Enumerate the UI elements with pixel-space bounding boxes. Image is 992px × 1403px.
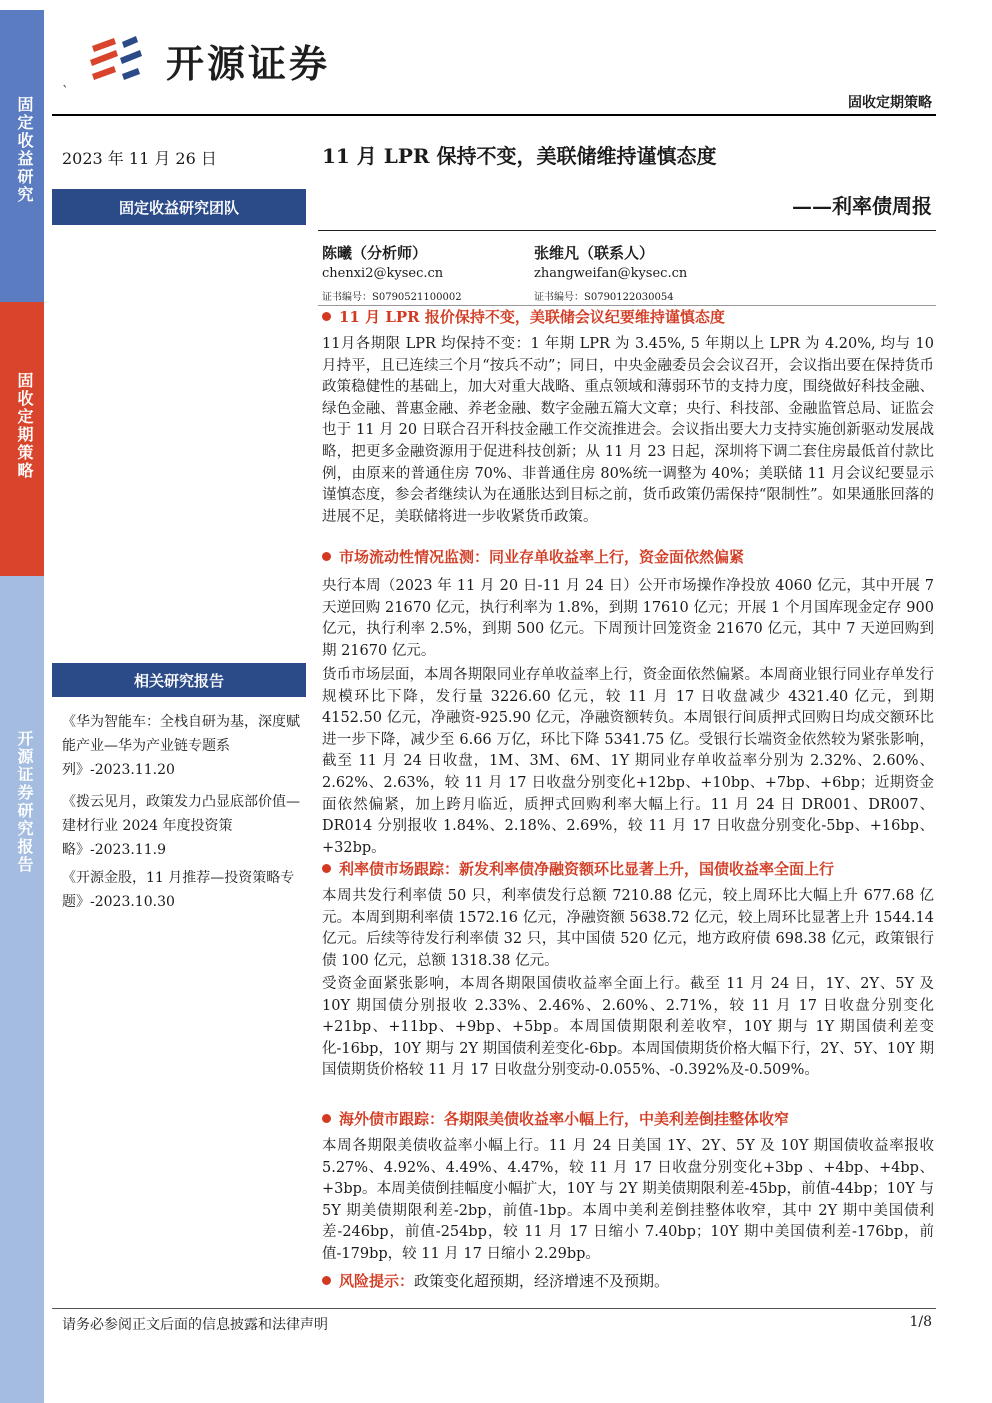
section-heading-text: 利率债市场跟踪：新发利率债净融资额环比显著上升，国债收益率全面上行	[339, 860, 835, 878]
risk-label: 风险提示：	[339, 1272, 415, 1290]
bullet-icon	[322, 864, 331, 873]
section-heading	[322, 306, 725, 327]
sidebar-bottom-band	[0, 576, 44, 1403]
author-name: 张维凡（联系人）	[534, 244, 655, 262]
author-email[interactable]: zhangweifan@kysec.cn	[534, 266, 688, 281]
report-subtitle: ——利率债周报	[792, 194, 932, 218]
bullet-icon	[322, 312, 331, 321]
company-name: 开源证券	[166, 41, 331, 86]
sidebar-label-top: 固定收益研究	[15, 96, 34, 204]
report-title: 11 月 LPR 保持不变，美联储维持谨慎态度	[322, 144, 717, 168]
section-heading	[322, 546, 744, 567]
sidebar-label-bottom: 开源证券研究报告	[15, 730, 34, 874]
bullet-icon	[322, 1114, 331, 1123]
author-name: 陈曦（分析师）	[322, 244, 428, 262]
section-heading-text: 11 月 LPR 报价保持不变，美联储会议纪要维持谨慎态度	[339, 308, 725, 326]
header-mark: `	[62, 84, 69, 100]
risk-warning	[322, 1270, 669, 1291]
section-heading	[322, 858, 834, 879]
section-paragraph: 货币市场层面，本周各期限同业存单收益率上行，资金面依然偏紧。本周商业银行同业存单发行规模环比下降，发行量 3226.60 亿元，较 11 月 17 日收盘减少 4321.40 亿元，到期 4152.50 亿元，净融资-925.90 亿元，净融资额转负。本周银行间质押式回购日均成交额环比进一步下降，减少至 6.66 万亿，环比下降 5341.75 亿。受银行长端资金依然较为紧张影响，截至 11 月 24 日收盘，1M、3M、6M、1Y 期同业存单收益率分别为 2.32%、2.60%、2.62%、2.63%，较 11 月 17 日收盘分别变化+12bp、+10bp、+7bp、+6bp；近期资金面依然偏紧，加上跨月临近，质押式回购利率大幅上行。11 月 24 日 DR001、DR007、DR014 分别报收 1.84%、2.18%、2.69%，较 11 月 17 日收盘分别变化-5bp、+16bp、+32bp。	[322, 667, 934, 856]
author-cert: 证书编号：S0790122030054	[534, 292, 674, 303]
bullet-icon	[322, 552, 331, 561]
section-heading	[322, 1108, 789, 1129]
team-banner: 固定收益研究团队	[52, 189, 306, 225]
section-paragraph: 央行本周（2023 年 11 月 20 日-11 月 24 日）公开市场操作净投放 4060 亿元，其中开展 7 天逆回购 21670 亿元，执行利率为 1.8%，到期 17610 亿元；开展 1 个月国库现金定存 900 亿元，执行利率 2.5%，到期 500 亿元。下周预计回笼资金 21670 亿元，其中 7 天逆回购到期 21670 亿元。	[322, 578, 934, 659]
header-divider	[52, 114, 936, 116]
report-category: 固收定期策略	[848, 95, 932, 111]
section-paragraph: 11月各期限 LPR 均保持不变：1 年期 LPR 为 3.45%, 5 年期以上 LPR 为 4.20%, 均与 10 月持平，且已连续三个月“按兵不动”；同日，中央金融委员会会议召开，会议指出要在保持货币政策稳健性的基础上，加大对重大战略、重点领域和薄弱环节的支持力度，围绕做好科技金融、绿色金融、普惠金融、养老金融、数字金融五篇大文章；央行、科技部、金融监管总局、证监会也于 11 月 20 日联合召开科技金融工作交流推进会。会议指出要大力支持实施创新驱动发展战略，把更多金融资源用于促进科技创新；从 11 月 23 日起，深圳将下调二套住房最低首付款比例，由原来的普通住房 70%、非普通住房 80%统一调整为 40%；美联储 11 月会议纪要显示谨慎态度，参会者继续认为在通胀达到目标之前，货币政策仍需保持“限制性”。如果通胀回落的进展不足，美联储将进一步收紧货币政策。	[322, 336, 934, 525]
author-cert: 证书编号：S0790521100002	[322, 292, 462, 303]
author-email[interactable]: chenxi2@kysec.cn	[322, 266, 444, 281]
footer-divider	[52, 1308, 936, 1309]
report-date: 2023 年 11 月 26 日	[62, 149, 217, 168]
footer-disclaimer: 请务必参阅正文后面的信息披露和法律声明	[62, 1317, 328, 1333]
related-report-link[interactable]: 《开源金股，11 月推荐—投资策略专题》-2023.10.30	[62, 870, 295, 910]
logo-mark-icon	[86, 32, 160, 88]
bullet-icon	[322, 1276, 331, 1285]
page-number: 1/8	[909, 1314, 932, 1330]
related-report-link[interactable]: 《华为智能车：全栈自研为基，深度赋能产业—华为产业链专题系列》-2023.11.20	[62, 714, 300, 778]
title-divider	[318, 230, 936, 231]
author-block	[534, 242, 687, 303]
section-heading-text: 海外债市跟踪：各期限美债收益率小幅上行，中美利差倒挂整体收窄	[339, 1110, 790, 1128]
related-report-link[interactable]: 《拨云见月，政策发力凸显底部价值—建材行业 2024 年度投资策略》-2023.11.9	[62, 794, 300, 858]
author-block	[322, 242, 462, 303]
section-heading-text: 市场流动性情况监测：同业存单收益率上行，资金面依然偏紧	[339, 548, 745, 566]
section-paragraph: 本周共发行利率债 50 只，利率债发行总额 7210.88 亿元，较上周环比大幅上升 677.68 亿元。本周到期利率债 1572.16 亿元，净融资额 5638.72 亿元，较上周环比显著上升 1544.14 亿元。后续等待发行利率债 32 只，其中国债 520 亿元，地方政府债 698.38 亿元，政策银行债 100 亿元，总额 1318.38 亿元。	[322, 888, 934, 969]
sidebar-label-middle: 固收定期策略	[15, 372, 34, 480]
section-paragraph: 本周各期限美债收益率小幅上行。11 月 24 日美国 1Y、2Y、5Y 及 10Y 期国债收益率报收 5.27%、4.92%、4.49%、4.47%，较 11 月 17 日收盘分别变化+3bp 、+4bp、+4bp、+3bp。本周美债倒挂幅度小幅扩大，10Y 与 2Y 期美债期限利差-45bp，前值-44bp；10Y 与 5Y 期美债期限利差-2bp，前值-1bp。本周中美利差倒挂整体收窄，其中 2Y 期中美国债利差-246bp，前值-254bp，较 11 月 17 日缩小 7.40bp；10Y 期中美国债利差-176bp，前值-179bp，较 11 月 17 日缩小 2.29bp。	[322, 1138, 934, 1262]
section-paragraph: 受资金面紧张影响，本周各期限国债收益率全面上行。截至 11 月 24 日，1Y、2Y、5Y 及 10Y 期国债分别报收 2.33%、2.46%、2.60%、2.71%，较 11 月 17 日收盘分别变化+21bp、+11bp、+9bp、+5bp。本周国债期限利差收窄，10Y 期与 1Y 期国债利差变化-16bp，10Y 期与 2Y 期国债利差变化-6bp。本周国债期货价格大幅下行，2Y、5Y、10Y 期国债期货价格较 11 月 17 日收盘分别变动-0.055%、-0.392%及-0.509%。	[322, 976, 934, 1079]
related-reports-banner: 相关研究报告	[52, 663, 306, 697]
risk-text: 政策变化超预期，经济增速不及预期。	[414, 1272, 670, 1290]
company-logo	[86, 32, 330, 88]
